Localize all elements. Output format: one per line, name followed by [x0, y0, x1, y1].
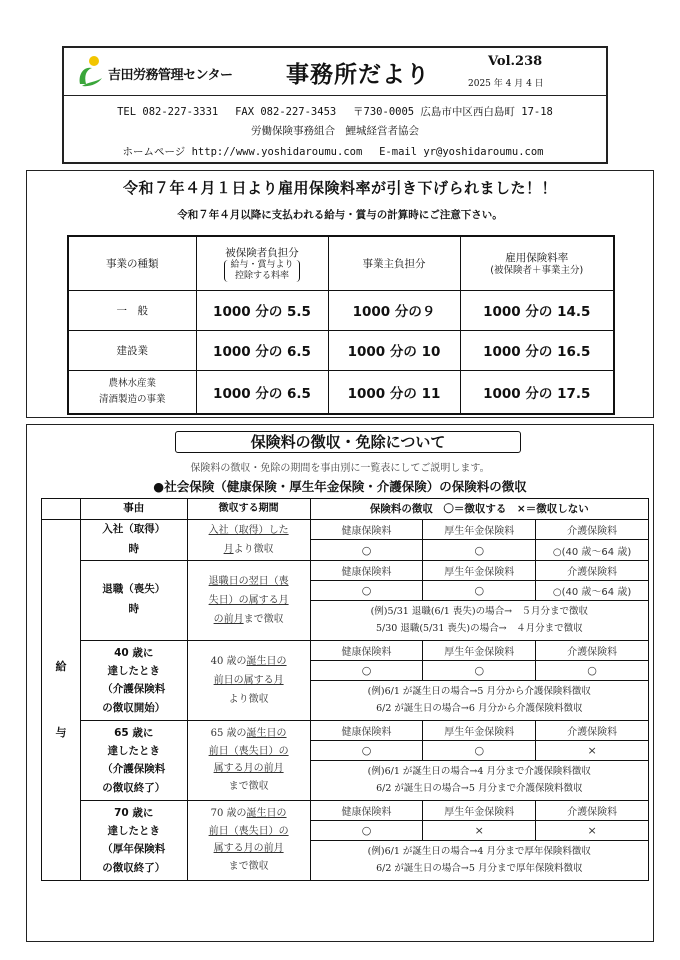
- header-total-label: 雇用保険料率: [505, 251, 569, 264]
- event-line: 入社（取得）: [102, 522, 166, 535]
- ins-health: 健康保険料: [310, 720, 423, 740]
- row-employee: 1000 分の 6.5: [196, 370, 328, 414]
- ins-health: 健康保険料: [310, 560, 423, 580]
- salary-label: [42, 519, 81, 880]
- period-line: 65 歳の: [210, 728, 247, 740]
- collection-table-header: [42, 499, 649, 520]
- example-line: (例)6/1 が誕生日の場合→5 月分から介護保険料徴収: [367, 686, 591, 698]
- period-age70: [187, 800, 310, 880]
- header-employee-label: 被保険者負担分: [225, 246, 299, 259]
- example-age70: [310, 840, 648, 880]
- contact-line: TEL 082-227-3331 FAX 082-227-3453 〒730-0005 広島市中区西白島町 17-18: [117, 106, 553, 118]
- period-line: 属する月の前月: [213, 843, 284, 855]
- row-total: 1000 分の 14.5: [460, 290, 614, 330]
- event-age40: [80, 640, 187, 720]
- notice-title: 令和７年４月１日より雇用保険料率が引き下げられました！！: [122, 179, 557, 197]
- period-age40: [187, 640, 310, 720]
- period-line: 属する月の前月: [213, 763, 284, 775]
- period-line: 月: [223, 543, 234, 555]
- period-line: 誕生日の: [246, 728, 287, 740]
- issue-date: 2025 年 4 月 4 日: [468, 79, 544, 89]
- header-title-row: [64, 48, 606, 96]
- period-line: 70 歳の: [210, 808, 247, 820]
- mark-care: ○(40 歳〜64 歳): [536, 580, 649, 600]
- event-line: 達したとき: [107, 664, 161, 677]
- header-blank: [42, 499, 81, 520]
- salary-label-1: 給: [55, 660, 67, 674]
- event-line: 退職（喪失）: [102, 583, 166, 596]
- event-line: （介護保険料: [102, 763, 166, 776]
- mark-pension: ○: [423, 660, 536, 680]
- event-age65: [80, 720, 187, 800]
- mark-health: ○: [310, 580, 423, 600]
- period-line: まで徴収: [243, 613, 284, 625]
- example-leave: [310, 600, 648, 640]
- web-email-line[interactable]: ホームページ http://www.yoshidaroumu.com E-mail yr@yoshidaroumu.com: [122, 146, 544, 158]
- period-line: 前日（喪失日）の: [208, 825, 289, 837]
- mark-pension: ×: [423, 820, 536, 840]
- row-employer: 1000 分の９: [328, 290, 460, 330]
- event-line: 達したとき: [107, 744, 161, 757]
- table-row: [42, 800, 649, 820]
- collection-intro: 保険料の徴収・免除の期間を事由別に一覧表にしてご説明します。: [190, 463, 490, 474]
- ins-pension: 厚生年金保険料: [423, 640, 536, 660]
- example-line: 5/30 退職(5/31 喪失)の場合→ ４月分まで徴収: [376, 623, 583, 635]
- collection-section: [26, 424, 654, 942]
- salary-label-2: 与: [55, 726, 67, 740]
- collection-heading: ●社会保険（健康保険・厚生年金保険・介護保険）の保険料の徴収: [153, 479, 527, 494]
- period-age65: [187, 720, 310, 800]
- table-row: [42, 560, 649, 580]
- rate-table-header: [68, 236, 614, 290]
- period-line: 退職日の翌日（喪: [208, 575, 289, 587]
- event-line: 達したとき: [107, 824, 161, 837]
- event-line: の徴収終了）: [102, 781, 166, 794]
- event-line: 65 歳に: [114, 726, 154, 739]
- table-row: [42, 640, 649, 660]
- example-age65: [310, 760, 648, 800]
- example-line: 6/2 が誕生日の場合→5 月分まで厚年保険料徴収: [376, 863, 583, 875]
- period-join: [187, 519, 310, 560]
- ins-health: 健康保険料: [310, 800, 423, 820]
- example-line: (例)5/31 退職(6/1 喪失)の場合→ ５月分まで徴収: [370, 606, 589, 618]
- period-line: 失日）の属する月: [208, 594, 289, 606]
- table-row: [42, 519, 649, 539]
- event-line: の徴収終了）: [102, 861, 166, 874]
- mark-care: ○(40 歳〜64 歳): [536, 540, 649, 560]
- row-type-line1: 農林水産業: [108, 377, 156, 389]
- rate-table: [67, 235, 615, 415]
- ins-care: 介護保険料: [536, 519, 649, 539]
- row-employer: 1000 分の 11: [328, 370, 460, 414]
- event-leave: [80, 560, 187, 640]
- row-type: 一 般: [68, 290, 196, 330]
- header-total: [460, 236, 614, 290]
- mark-health: ○: [310, 540, 423, 560]
- mark-pension: ○: [423, 540, 536, 560]
- table-row: [68, 370, 614, 414]
- period-line: まで徴収: [228, 780, 269, 792]
- example-line: 6/2 が誕生日の場合→5 月分まで介護保険料徴収: [376, 783, 583, 795]
- row-total: 1000 分の 17.5: [460, 370, 614, 414]
- example-age40: [310, 680, 648, 720]
- volume-number: Vol.238: [488, 54, 543, 69]
- notice-subtitle: 令和７年４月以降に支払われる給与・賞与の計算時にご注意下さい。: [177, 209, 503, 221]
- event-line: 70 歳に: [114, 806, 154, 819]
- row-employer: 1000 分の 10: [328, 330, 460, 370]
- mark-health: ○: [310, 740, 423, 760]
- header-collection: 保険料の徴収 〇＝徴収する ×＝徴収しない: [310, 499, 648, 520]
- event-line: の徴収開始）: [102, 701, 166, 714]
- period-line: 入社（取得）した: [208, 524, 289, 536]
- table-row: [42, 720, 649, 740]
- period-line: より徴収: [233, 543, 274, 555]
- row-type: 建設業: [68, 330, 196, 370]
- employee-note-1: 給与・賞与より: [230, 259, 294, 270]
- header-employer: 事業主負担分: [328, 236, 460, 290]
- header-type: 事業の種類: [68, 236, 196, 290]
- newsletter-header: [62, 46, 608, 164]
- period-line: まで徴収: [228, 860, 269, 872]
- row-type-line2: 清酒製造の事業: [98, 393, 166, 405]
- period-line: 誕生日の: [246, 655, 287, 667]
- example-line: (例)6/1 が誕生日の場合→4 月分まで厚年保険料徴収: [367, 846, 591, 858]
- mark-pension: ○: [423, 740, 536, 760]
- header-employee-note: [224, 260, 299, 282]
- period-leave: [187, 560, 310, 640]
- table-row: [68, 290, 614, 330]
- employee-note-2: 控除する料率: [234, 270, 289, 281]
- ins-care: 介護保険料: [536, 800, 649, 820]
- period-line: 40 歳の: [210, 655, 247, 667]
- event-line: （厚年保険料: [102, 843, 166, 856]
- rate-notice-box: [26, 170, 654, 418]
- ins-care: 介護保険料: [536, 560, 649, 580]
- event-line: 時: [128, 603, 140, 616]
- period-line: より徴収: [228, 693, 269, 705]
- mark-health: ○: [310, 820, 423, 840]
- collection-table: [41, 498, 649, 881]
- mark-care: ○: [536, 660, 649, 680]
- example-line: (例)6/1 が誕生日の場合→4 月分まで介護保険料徴収: [367, 766, 591, 778]
- mark-care: ×: [536, 820, 649, 840]
- row-employee: 1000 分の 5.5: [196, 290, 328, 330]
- ins-care: 介護保険料: [536, 720, 649, 740]
- ins-care: 介護保険料: [536, 640, 649, 660]
- ins-health: 健康保険料: [310, 640, 423, 660]
- ins-pension: 厚生年金保険料: [423, 519, 536, 539]
- event-line: 時: [128, 542, 140, 555]
- masthead-title: 事務所だより: [286, 62, 430, 88]
- period-line: 誕生日の: [246, 808, 287, 820]
- mark-health: ○: [310, 660, 423, 680]
- header-period: 徴収する期間: [187, 499, 310, 520]
- header-event: 事由: [80, 499, 187, 520]
- header-total-note: (被保険者＋事業主分): [490, 264, 584, 276]
- associations-line: 労働保険事務組合 鯉城経営者協会: [251, 125, 419, 137]
- event-join: [80, 519, 187, 560]
- company-logo-icon: [74, 54, 104, 88]
- collection-title: 保険料の徴収・免除について: [175, 431, 521, 453]
- event-age70: [80, 800, 187, 880]
- row-employee: 1000 分の 6.5: [196, 330, 328, 370]
- row-total: 1000 分の 16.5: [460, 330, 614, 370]
- ins-pension: 厚生年金保険料: [423, 720, 536, 740]
- table-row: [68, 330, 614, 370]
- mark-pension: ○: [423, 580, 536, 600]
- header-employee: [196, 236, 328, 290]
- ins-pension: 厚生年金保険料: [423, 560, 536, 580]
- ins-pension: 厚生年金保険料: [423, 800, 536, 820]
- ins-health: 健康保険料: [310, 519, 423, 539]
- example-line: 6/2 が誕生日の場合→6 月分から介護保険料徴収: [376, 703, 583, 715]
- period-line: 前日の属する月: [213, 674, 284, 686]
- row-type: [68, 370, 196, 414]
- mark-care: ×: [536, 740, 649, 760]
- org-name: 吉田労務管理センター: [108, 68, 233, 83]
- event-line: （介護保険料: [102, 683, 166, 696]
- period-line: 前日（喪失日）の: [208, 745, 289, 757]
- period-line: の前月: [213, 613, 244, 625]
- event-line: 40 歳に: [114, 646, 154, 659]
